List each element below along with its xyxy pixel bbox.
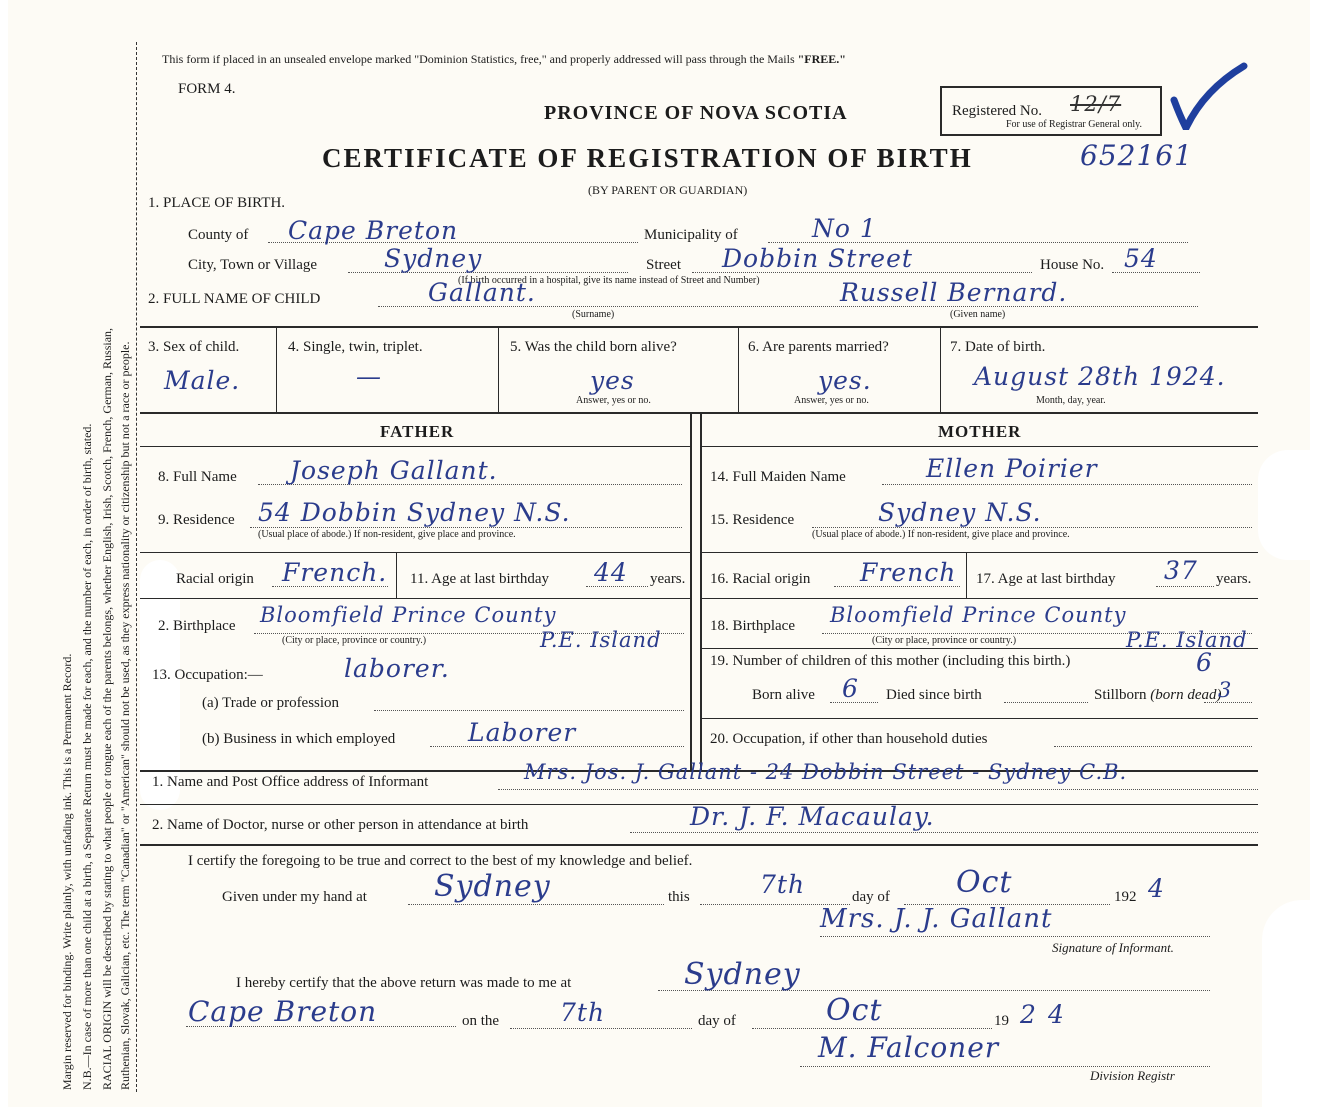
- certify-top-rule: [140, 844, 1258, 846]
- on-the-label: on the: [462, 1013, 500, 1029]
- registrar-county-value: Cape Breton: [188, 995, 378, 1028]
- house-value: 54: [1124, 244, 1158, 273]
- sex-label: 3. Sex of child.: [148, 339, 240, 355]
- married-caption: Answer, yes or no.: [794, 395, 869, 406]
- father-birthplace-caption: (City or place, province or country.): [282, 635, 427, 646]
- mother-age-value: 37: [1164, 556, 1198, 585]
- mother-age-label: 17. Age at last birthday: [976, 571, 1116, 587]
- registrar-caption: Division Registr: [1090, 1068, 1175, 1083]
- informant-value: Mrs. Jos. J. Gallant - 24 Dobbin Street - Sydney C.B.: [524, 760, 1128, 784]
- margin-note-4: Ruthenian, Slovak, Galician, etc. The term "Canadian" or "American" should not be used, as they express nationality or citizenship but not a race or people.: [118, 341, 132, 1090]
- certificate-title: CERTIFICATE OF REGISTRATION OF BIRTH: [322, 143, 973, 173]
- father-residence-caption: (Usual place of abode.) If non-resident, give place and province.: [258, 529, 516, 540]
- municipality-value: No 1: [812, 214, 877, 243]
- torn-corner: [1262, 900, 1320, 1107]
- child-surname: Gallant.: [428, 278, 536, 307]
- county-value: Cape Breton: [288, 216, 459, 245]
- father-business-value: Laborer: [468, 718, 577, 747]
- doctor-value: Dr. J. F. Macaulay.: [690, 802, 935, 831]
- father-occupation-label: 13. Occupation:—: [152, 667, 263, 683]
- place-section-label: 1. PLACE OF BIRTH.: [148, 195, 286, 211]
- hospital-note: (If birth occurred in a hospital, give its name instead of Street and Number): [458, 275, 760, 286]
- father-header: FATHER: [380, 422, 455, 441]
- alive-caption: Answer, yes or no.: [576, 395, 651, 406]
- child-name-label: 2. FULL NAME OF CHILD: [148, 291, 321, 307]
- child-given-name: Russell Bernard.: [840, 278, 1068, 307]
- city-label: City, Town or Village: [188, 257, 318, 273]
- registrar-place-value: Sydney: [684, 957, 801, 992]
- torn-right-patch: [1258, 450, 1320, 560]
- died-label: Died since birth: [886, 687, 982, 703]
- given-place-value: Sydney: [434, 869, 551, 904]
- row3-top-rule: [140, 326, 1258, 328]
- plurality-label: 4. Single, twin, triplet.: [288, 339, 423, 355]
- city-value: Sydney: [384, 244, 483, 273]
- mother-birthplace-line2: P.E. Island: [1126, 628, 1248, 652]
- registrar-day-value: 7th: [560, 998, 606, 1027]
- registrar-note: For use of Registrar General only.: [1006, 119, 1142, 130]
- doctor-label: 2. Name of Doctor, nurse or other person in attendance at birth: [152, 817, 529, 833]
- registration-box: [940, 86, 1162, 136]
- margin-note-3: RACIAL ORIGIN will be described by stating to what people or tongue each of the parents belongs, whether English, Irish, Scotch, French, German, Russian,: [100, 327, 114, 1090]
- plurality-value: —: [356, 362, 382, 391]
- certify-text: I certify the foregoing to be true and correct to the best of my knowledge and belief.: [188, 853, 693, 869]
- father-racial-value: French.: [282, 558, 388, 587]
- father-birthplace-value: Bloomfield Prince County: [260, 603, 557, 627]
- margin-note-1: Margin reserved for binding. Write plainly, with unfading ink. This is a Permanent Record.: [60, 653, 74, 1090]
- mother-occupation-label: 20. Occupation, if other than household duties: [710, 731, 988, 747]
- registrar-day-of-label: day of: [698, 1013, 736, 1029]
- informant-signature: Mrs. J. J. Gallant: [820, 904, 1053, 934]
- alive-value: yes: [590, 366, 635, 395]
- father-age-label: 11. Age at last birthday: [410, 571, 549, 587]
- year-suffix: 4: [1148, 874, 1165, 903]
- margin-note-2: N.B.—In case of more than one child at a birth, a Separate Return must be made for each, and the number of each, in order of birth, stated.: [80, 423, 94, 1090]
- registered-value: 12/7: [1070, 92, 1122, 116]
- father-racial-label: Racial origin: [176, 571, 254, 587]
- alive-label: 5. Was the child born alive?: [510, 339, 677, 355]
- father-birthplace-label: 2. Birthplace: [158, 618, 236, 634]
- certificate-subtitle: (BY PARENT OR GUARDIAN): [588, 183, 748, 197]
- married-label: 6. Are parents married?: [748, 339, 889, 355]
- parents-divider-left: [690, 412, 692, 772]
- given-label: Given under my hand at: [222, 889, 367, 905]
- father-residence-label: 9. Residence: [158, 512, 235, 528]
- registrar-text: I hereby certify that the above return was made to me at: [236, 975, 572, 991]
- surname-caption: (Surname): [572, 309, 615, 320]
- municipality-label: Municipality of: [644, 227, 738, 243]
- registrar-signature: M. Falconer: [818, 1031, 1000, 1064]
- this-label: this: [668, 889, 690, 905]
- row3-bottom-rule: [140, 412, 1258, 414]
- father-name-value: Joseph Gallant.: [290, 456, 498, 485]
- mother-years-label: years.: [1216, 571, 1252, 587]
- registrar-month-value: Oct: [826, 993, 883, 1028]
- mother-children-value: 6: [1196, 648, 1213, 677]
- dob-value: August 28th 1924.: [974, 362, 1226, 391]
- day-of-label: day of: [852, 889, 890, 905]
- province-heading: PROVINCE OF NOVA SCOTIA: [544, 102, 848, 124]
- mother-residence-label: 15. Residence: [710, 512, 795, 528]
- day-value: 7th: [760, 870, 806, 899]
- father-birthplace-line2: P.E. Island: [540, 628, 662, 652]
- stillborn-value: 3: [1218, 678, 1233, 702]
- left-edge: [0, 0, 8, 1107]
- dob-caption: Month, day, year.: [1036, 395, 1106, 406]
- mother-birthplace-value: Bloomfield Prince County: [830, 603, 1127, 627]
- mother-name-value: Ellen Poirier: [926, 454, 1098, 483]
- mother-children-label: 19. Number of children of this mother (including this birth.): [710, 653, 1071, 669]
- mother-residence-value: Sydney N.S.: [878, 498, 1042, 527]
- house-label: House No.: [1040, 257, 1105, 273]
- registrar-year-prefix: 19: [994, 1013, 1009, 1029]
- check-mark-icon: [1160, 60, 1250, 130]
- street-label: Street: [646, 257, 681, 273]
- binding-line: [136, 42, 137, 1092]
- year-prefix: 192: [1114, 889, 1137, 905]
- mother-header: MOTHER: [938, 422, 1022, 441]
- month-value: Oct: [956, 865, 1013, 900]
- form-number: FORM 4.: [178, 81, 236, 97]
- registrar-year-mid: 2: [1020, 1000, 1037, 1029]
- mother-racial-label: 16. Racial origin: [710, 571, 811, 587]
- certificate-number: 652161: [1080, 139, 1193, 172]
- father-occupation-value: laborer.: [344, 654, 450, 683]
- given-caption: (Given name): [950, 309, 1006, 320]
- mother-residence-caption: (Usual place of abode.) If non-resident, give place and province.: [812, 529, 1070, 540]
- sex-value: Male.: [164, 366, 241, 395]
- mother-birthplace-caption: (City or place, province or country.): [872, 635, 1017, 646]
- born-alive-value: 6: [842, 674, 859, 703]
- signature-caption: Signature of Informant.: [1052, 940, 1174, 955]
- registrar-year-suffix: 4: [1048, 1000, 1065, 1029]
- mail-notice: This form if placed in an unsealed envelope marked "Dominion Statistics, free," and properly addressed will pass through the Mails "FREE.": [162, 52, 846, 66]
- born-alive-label: Born alive: [752, 687, 815, 703]
- mother-name-label: 14. Full Maiden Name: [710, 469, 846, 485]
- father-age-value: 44: [594, 558, 628, 587]
- informant-label: 1. Name and Post Office address of Informant: [152, 774, 429, 790]
- stillborn-label: Stillborn (born dead): [1094, 687, 1222, 703]
- father-name-label: 8. Full Name: [158, 469, 237, 485]
- father-trade-label: (a) Trade or profession: [202, 695, 340, 711]
- mother-birthplace-label: 18. Birthplace: [710, 618, 795, 634]
- mother-racial-value: French: [860, 558, 957, 587]
- county-label: County of: [188, 227, 249, 243]
- father-years-label: years.: [650, 571, 686, 587]
- father-business-label: (b) Business in which employed: [202, 731, 396, 747]
- street-value: Dobbin Street: [722, 244, 913, 273]
- registered-label: Registered No.: [952, 103, 1042, 119]
- married-value: yes.: [818, 366, 872, 395]
- father-residence-value: 54 Dobbin Sydney N.S.: [258, 498, 571, 527]
- dob-label: 7. Date of birth.: [950, 339, 1046, 355]
